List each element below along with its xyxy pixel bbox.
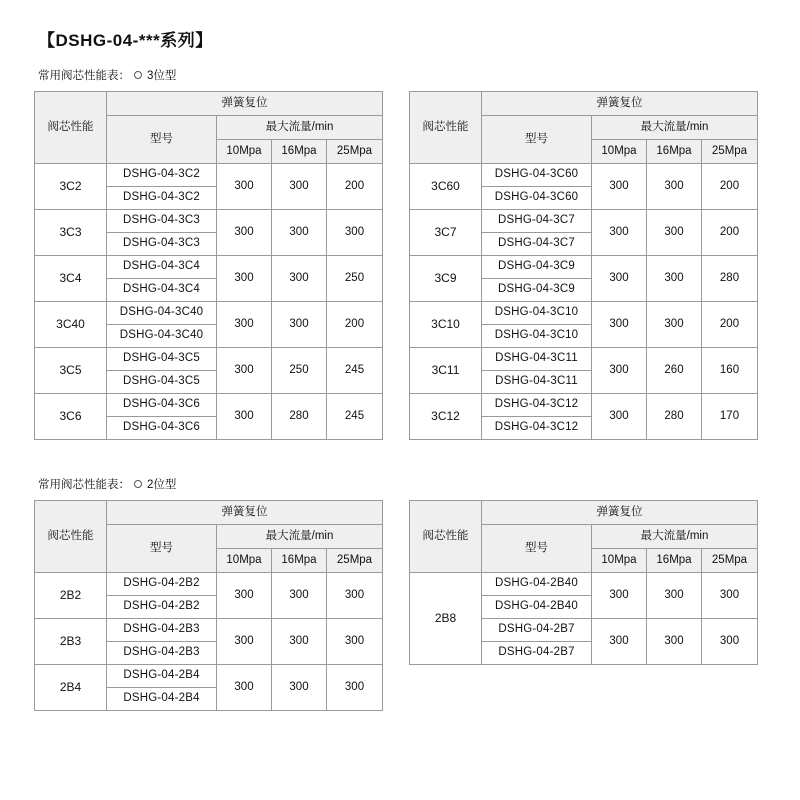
cell-model: DSHG-04-2B40 [482,573,592,596]
cell-flow-10mpa: 300 [217,573,272,619]
cell-performance: 2B3 [35,619,107,665]
cell-flow-16mpa: 300 [647,573,702,619]
header-performance: 阀芯性能 [35,501,107,573]
header-pressure-25mpa: 25Mpa [327,549,383,573]
cell-model: DSHG-04-3C7 [482,233,592,256]
cell-flow-16mpa: 300 [272,164,327,210]
cell-model: DSHG-04-3C12 [482,394,592,417]
cell-model: DSHG-04-3C3 [107,210,217,233]
cell-performance: 2B8 [410,573,482,665]
header-spring-return: 弹簧复位 [107,501,383,525]
cell-flow-16mpa: 300 [272,619,327,665]
cell-flow-16mpa: 300 [647,619,702,665]
cell-model: DSHG-04-2B7 [482,619,592,642]
cell-flow-16mpa: 300 [272,210,327,256]
cell-model: DSHG-04-3C10 [482,325,592,348]
cell-flow-10mpa: 300 [217,665,272,711]
cell-model: DSHG-04-3C9 [482,256,592,279]
cell-performance: 3C4 [35,256,107,302]
section-type-label: 2位型 [147,479,177,491]
cell-model: DSHG-04-3C9 [482,279,592,302]
cell-model: DSHG-04-2B4 [107,665,217,688]
cell-flow-25mpa: 280 [702,256,758,302]
cell-flow-10mpa: 300 [592,210,647,256]
section-label-2pos [38,476,766,492]
header-spring-return: 弹簧复位 [482,92,758,116]
circle-bullet-icon [134,480,142,488]
header-pressure-10mpa: 10Mpa [592,549,647,573]
header-performance: 阀芯性能 [35,92,107,164]
header-pressure-16mpa: 16Mpa [272,140,327,164]
header-max-flow: 最大流量/min [217,116,383,140]
cell-flow-16mpa: 300 [647,256,702,302]
cell-performance: 3C5 [35,348,107,394]
cell-model: DSHG-04-3C60 [482,164,592,187]
section-label-text: 常用阀芯性能表： [38,70,130,82]
header-pressure-10mpa: 10Mpa [217,549,272,573]
cell-model: DSHG-04-3C10 [482,302,592,325]
cell-model: DSHG-04-3C4 [107,256,217,279]
cell-performance: 3C12 [410,394,482,440]
header-model: 型号 [482,525,592,573]
cell-flow-25mpa: 200 [702,210,758,256]
table-row [35,619,383,642]
cell-flow-25mpa: 300 [702,619,758,665]
section-gap [34,440,766,476]
header-max-flow: 最大流量/min [217,525,383,549]
table-row [35,210,383,233]
cell-model: DSHG-04-3C4 [107,279,217,302]
cell-flow-25mpa: 300 [327,210,383,256]
cell-flow-10mpa: 300 [592,394,647,440]
cell-model: DSHG-04-2B3 [107,619,217,642]
cell-model: DSHG-04-2B4 [107,688,217,711]
cell-flow-10mpa: 300 [217,256,272,302]
table-row [35,573,383,596]
cell-performance: 3C3 [35,210,107,256]
cell-flow-25mpa: 300 [327,619,383,665]
header-spring-return: 弹簧复位 [482,501,758,525]
cell-model: DSHG-04-2B2 [107,573,217,596]
cell-model: DSHG-04-3C40 [107,302,217,325]
table-row [410,210,758,233]
cell-flow-16mpa: 260 [647,348,702,394]
cell-flow-16mpa: 280 [272,394,327,440]
cell-performance: 2B4 [35,665,107,711]
cell-performance: 3C7 [410,210,482,256]
section-label-3pos [38,67,766,83]
cell-model: DSHG-04-3C6 [107,394,217,417]
header-pressure-16mpa: 16Mpa [272,549,327,573]
header-model: 型号 [482,116,592,164]
cell-flow-16mpa: 300 [272,573,327,619]
cell-flow-16mpa: 300 [647,164,702,210]
header-pressure-25mpa: 25Mpa [702,549,758,573]
section-label-text: 常用阀芯性能表： [38,479,130,491]
cell-flow-25mpa: 170 [702,394,758,440]
cell-model: DSHG-04-3C3 [107,233,217,256]
cell-model: DSHG-04-3C5 [107,371,217,394]
header-pressure-25mpa: 25Mpa [327,140,383,164]
header-pressure-10mpa: 10Mpa [592,140,647,164]
cell-flow-10mpa: 300 [592,256,647,302]
cell-model: DSHG-04-3C11 [482,348,592,371]
cell-flow-16mpa: 250 [272,348,327,394]
cell-flow-10mpa: 300 [592,164,647,210]
cell-performance: 3C6 [35,394,107,440]
cell-flow-16mpa: 300 [647,210,702,256]
header-performance: 阀芯性能 [410,501,482,573]
cell-model: DSHG-04-3C5 [107,348,217,371]
cell-flow-10mpa: 300 [592,302,647,348]
header-performance: 阀芯性能 [410,92,482,164]
cell-model: DSHG-04-3C40 [107,325,217,348]
tables-row-2pos [34,500,766,711]
cell-flow-10mpa: 300 [592,619,647,665]
table-row [35,164,383,187]
cell-flow-16mpa: 300 [272,302,327,348]
cell-model: DSHG-04-3C2 [107,187,217,210]
cell-flow-25mpa: 245 [327,394,383,440]
cell-flow-25mpa: 300 [327,573,383,619]
cell-model: DSHG-04-2B40 [482,596,592,619]
cell-flow-10mpa: 300 [592,348,647,394]
table-row [35,256,383,279]
header-model: 型号 [107,525,217,573]
cell-performance: 2B2 [35,573,107,619]
cell-performance: 3C2 [35,164,107,210]
cell-model: DSHG-04-3C6 [107,417,217,440]
table-row [35,348,383,371]
spec-table-3pos-right [409,91,758,440]
header-max-flow: 最大流量/min [592,525,758,549]
cell-flow-10mpa: 300 [217,164,272,210]
spec-table-2pos-left [34,500,383,711]
cell-flow-16mpa: 300 [272,256,327,302]
section-type-label: 3位型 [147,70,177,82]
table-row [410,573,758,596]
cell-flow-25mpa: 160 [702,348,758,394]
table-row [35,394,383,417]
cell-performance: 3C11 [410,348,482,394]
cell-model: DSHG-04-3C11 [482,371,592,394]
header-max-flow: 最大流量/min [592,116,758,140]
header-spring-return: 弹簧复位 [107,92,383,116]
cell-flow-25mpa: 200 [327,164,383,210]
header-model: 型号 [107,116,217,164]
cell-model: DSHG-04-2B2 [107,596,217,619]
table-row [35,665,383,688]
cell-flow-10mpa: 300 [592,573,647,619]
table-row [410,394,758,417]
spec-table-3pos-left [34,91,383,440]
cell-model: DSHG-04-3C7 [482,210,592,233]
cell-model: DSHG-04-2B7 [482,642,592,665]
cell-model: DSHG-04-3C12 [482,417,592,440]
header-pressure-16mpa: 16Mpa [647,140,702,164]
header-pressure-10mpa: 10Mpa [217,140,272,164]
cell-flow-25mpa: 300 [327,665,383,711]
cell-performance: 3C60 [410,164,482,210]
page-title: 【DSHG-04-***系列】 [38,31,213,50]
cell-flow-10mpa: 300 [217,302,272,348]
table-row [410,256,758,279]
cell-flow-16mpa: 280 [647,394,702,440]
table-row [410,302,758,325]
cell-flow-25mpa: 250 [327,256,383,302]
cell-flow-16mpa: 300 [647,302,702,348]
table-row [410,348,758,371]
cell-flow-16mpa: 300 [272,665,327,711]
cell-flow-10mpa: 300 [217,394,272,440]
tables-row-3pos [34,91,766,440]
cell-performance: 3C40 [35,302,107,348]
cell-model: DSHG-04-2B3 [107,642,217,665]
cell-flow-10mpa: 300 [217,210,272,256]
cell-flow-25mpa: 200 [327,302,383,348]
cell-flow-25mpa: 200 [702,164,758,210]
cell-performance: 3C9 [410,256,482,302]
cell-model: DSHG-04-3C2 [107,164,217,187]
cell-flow-25mpa: 245 [327,348,383,394]
header-pressure-16mpa: 16Mpa [647,549,702,573]
circle-bullet-icon [134,71,142,79]
cell-flow-10mpa: 300 [217,619,272,665]
cell-flow-10mpa: 300 [217,348,272,394]
header-pressure-25mpa: 25Mpa [702,140,758,164]
table-row [35,302,383,325]
cell-flow-25mpa: 200 [702,302,758,348]
cell-performance: 3C10 [410,302,482,348]
table-row [410,164,758,187]
cell-flow-25mpa: 300 [702,573,758,619]
cell-model: DSHG-04-3C60 [482,187,592,210]
spec-table-2pos-right [409,500,758,665]
